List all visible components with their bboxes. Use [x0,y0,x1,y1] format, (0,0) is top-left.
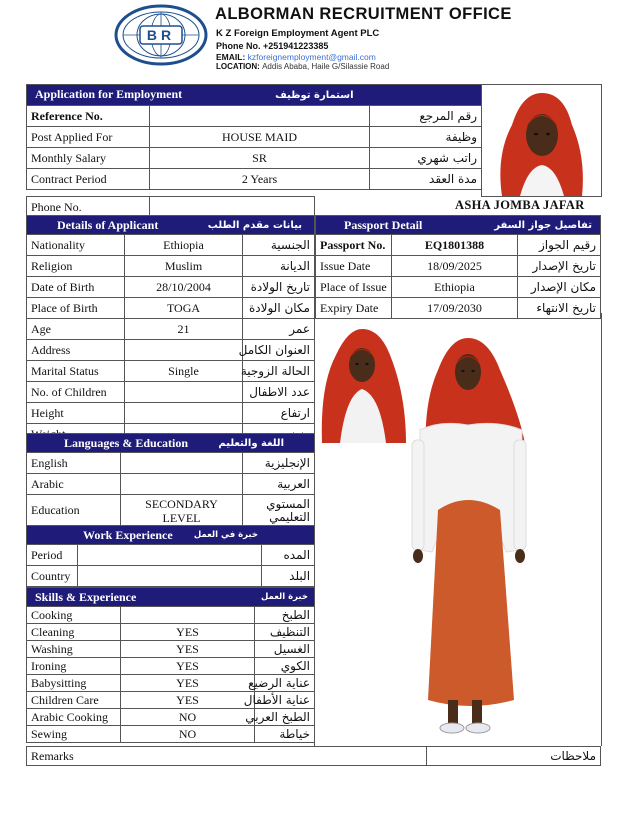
table-row [27,169,482,190]
row-value: 17/09/2030 [392,298,518,319]
row-label: Arabic Cooking [27,709,121,726]
row-label-ar: عناية الأطفال [255,692,315,709]
full-body-photo [410,330,530,738]
row-label: Reference No. [27,106,150,127]
table-row [27,641,315,658]
location-value: Addis Ababa, Haile G/Silassie Road [262,62,390,71]
row-label: English [27,453,121,474]
row-label-ar: الإنجليزية [243,453,315,474]
application-header [27,85,482,106]
row-label-ar: الحالة الزوجية [243,361,315,382]
row-label: Babysitting [27,675,121,692]
row-label: Sewing [27,726,121,743]
passport-title-ar: تفاصيل جواز السفر [494,219,593,231]
row-value: 18/09/2025 [392,256,518,277]
row-label: Ironing [27,658,121,675]
row-label-ar: البلد [262,566,315,587]
company-phone [216,41,328,51]
row-value: YES [121,641,255,658]
row-label: Marital Status [27,361,125,382]
row-label-ar: تاريخ الإصدار [518,256,601,277]
table-row [27,658,315,675]
table-row [27,403,315,424]
passport-photo [481,84,602,197]
row-label: Religion [27,256,125,277]
passport-table [315,215,601,319]
row-value: YES [121,624,255,641]
company-location [216,62,389,71]
languages-table [26,433,315,527]
row-label-ar: ارتفاع [243,403,315,424]
row-label: Cooking [27,607,121,624]
row-label-ar: تاريخ الانتهاء [518,298,601,319]
table-row [27,692,315,709]
details-header [27,216,315,235]
row-value: 28/10/2004 [125,277,243,298]
row-label-ar: رقيم الجواز [518,235,601,256]
skills-title: Skills & Experience [35,589,137,604]
details-title-ar: بيانات مقدم الطلب [207,219,302,231]
table-row [27,340,315,361]
row-label-ar: المده [262,545,315,566]
row-label: Country [27,566,78,587]
languages-title: Languages & Education [64,435,189,450]
row-label: Address [27,340,125,361]
table-row [27,106,482,127]
row-label-ar: العربية [243,474,315,495]
row-label-ar: عمر [243,319,315,340]
table-row [316,256,601,277]
row-label-ar: التنظيف [255,624,315,641]
table-row [27,298,315,319]
row-label: Issue Date [316,256,392,277]
education-line: SECONDARY [145,496,218,511]
phone-value: +251941223385 [263,41,329,51]
table-row [27,453,315,474]
row-label-ar: راتب شهري [370,148,482,169]
education-ar-line: التعليمي [269,509,310,524]
passport-title: Passport Detail [344,217,423,232]
details-title: Details of Applicant [57,217,159,232]
row-label-ar: خياطة [255,726,315,743]
table-row [27,474,315,495]
table-row [27,624,315,641]
row-value: Ethiopia [125,235,243,256]
row-label-ar: عدد الاطفال [243,382,315,403]
table-row [27,319,315,340]
row-label: No. of Children [27,382,125,403]
work-title-ar: خبرة في العمل [193,529,259,540]
row-label: Date of Birth [27,277,125,298]
agent-name: K Z Foreign Employment Agent PLC [216,28,380,39]
table-row [27,726,315,743]
row-value: Muslim [125,256,243,277]
skills-title-ar: خبرة العمل [260,591,308,602]
table-row [27,747,601,766]
row-label-ar: الديانة [243,256,315,277]
phone-label: Phone No. [216,41,261,51]
row-label-ar: الطبخ [255,607,315,624]
table-row [27,361,315,382]
row-label: Arabic [27,474,121,495]
row-label: Children Care [27,692,121,709]
education-line: LEVEL [162,510,201,525]
row-value [121,474,243,495]
row-label-ar: الطبخ العربي [255,709,315,726]
row-value [150,106,370,127]
application-title-ar: استمارة توظيف [275,90,354,101]
row-value: 2 Years [150,169,370,190]
row-value [121,607,255,624]
row-label: Passport No. [316,235,392,256]
details-table [26,215,315,445]
row-value: NO [121,726,255,743]
row-value [78,566,262,587]
row-label-ar: الغسيل [255,641,315,658]
row-label-ar: وظيفة [370,127,482,148]
languages-title-ar: اللغة والتعليم [218,437,284,449]
table-row [27,148,482,169]
half-body-photo [318,325,408,445]
row-label-ar: الجنسية [243,235,315,256]
row-label-ar: الكوي [255,658,315,675]
table-row [27,495,315,527]
application-title: Application for Employment [35,87,183,101]
row-value: YES [121,675,255,692]
row-label: Cleaning [27,624,121,641]
table-row [27,277,315,298]
row-value: SR [150,148,370,169]
row-label: Period [27,545,78,566]
row-label-ar: مدة العقد [370,169,482,190]
work-table [26,525,315,587]
row-value [121,453,243,474]
education-label-ar [243,495,315,527]
table-row [27,382,315,403]
company-logo [114,4,208,66]
row-value: YES [121,658,255,675]
row-label-ar: العنوان الكامل [243,340,315,361]
row-value: Single [125,361,243,382]
table-row [27,256,315,277]
table-row [27,607,315,624]
company-email [216,52,376,62]
education-label: Education [27,495,121,527]
table-row [316,277,601,298]
row-value: YES [121,692,255,709]
row-label: Washing [27,641,121,658]
location-label: LOCATION: [216,62,260,71]
row-label-ar: مكان الولادة [243,298,315,319]
logo-initials: BR [146,27,176,43]
remarks-label: Remarks [27,747,427,766]
row-value [78,545,262,566]
row-label-ar: مكان الإصدار [518,277,601,298]
table-row [27,675,315,692]
email-label: EMAIL: [216,52,246,62]
skills-table [26,587,315,743]
application-table [26,84,482,190]
row-label: Post Applied For [27,127,150,148]
row-label: Expiry Date [316,298,392,319]
skills-header [27,588,315,607]
education-ar-line: المستوي [266,496,310,511]
work-title: Work Experience [83,527,173,542]
passport-number: EQ1801388 [392,235,518,256]
row-label-ar: تاريخ الولادة [243,277,315,298]
row-label: Contract Period [27,169,150,190]
row-label: Monthly Salary [27,148,150,169]
row-label: Nationality [27,235,125,256]
table-row [27,127,482,148]
work-header [27,526,315,545]
table-row [27,545,315,566]
table-row [27,235,315,256]
education-value [121,495,243,527]
remarks-label-ar: ملاحظات [427,747,601,766]
row-label: Age [27,319,125,340]
row-value [125,403,243,424]
passport-header [316,216,601,235]
phone-label: Phone No. [27,197,150,218]
applicant-name: ASHA JOMBA JAFAR [455,198,585,212]
table-row [27,566,315,587]
email-value[interactable]: kzforeignemployment@gmail.com [247,52,376,62]
row-value: Ethiopia [392,277,518,298]
table-row [27,709,315,726]
row-label: Place of Issue [316,277,392,298]
row-label: Place of Birth [27,298,125,319]
row-value: HOUSE MAID [150,127,370,148]
row-label-ar: رقم المرجع [370,106,482,127]
company-name: ALBORMAN RECRUITMENT OFFICE [215,5,512,23]
row-value: TOGA [125,298,243,319]
remarks-table [26,746,601,766]
row-value: NO [121,709,255,726]
row-label: Height [27,403,125,424]
languages-header [27,434,315,453]
row-value [125,382,243,403]
row-value [125,340,243,361]
row-label-ar: عناية الرضيع [255,675,315,692]
table-row [316,235,601,256]
row-value: 21 [125,319,243,340]
